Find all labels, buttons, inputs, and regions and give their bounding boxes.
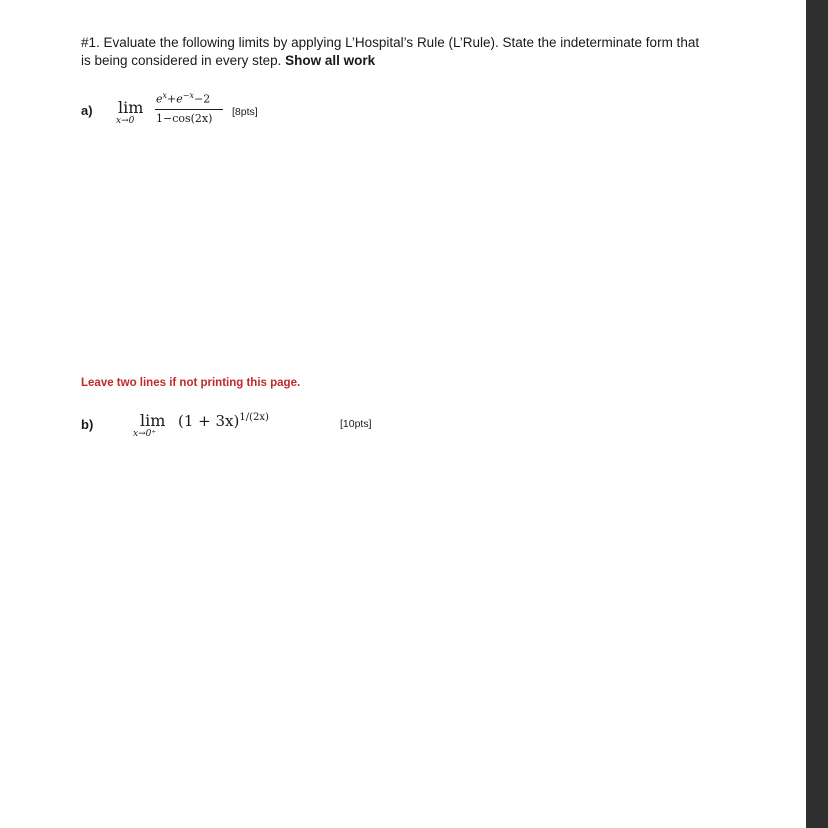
part-a-label: a) [81,103,93,118]
header-line-2 [81,52,771,70]
part-a-fraction-bar [155,109,223,110]
show-all-work-text: Show all work [285,53,376,68]
header-line-2-text: is being considered in every step. [81,53,286,68]
num-e1: e [156,92,163,106]
part-b-lim: lim [140,411,166,430]
num-mid: +e [167,92,183,106]
part-b-points: [10pts] [340,418,372,430]
part-b-expression [178,412,269,430]
right-edge-bar [806,0,828,828]
num-end: −2 [193,92,211,106]
part-b-base: (1 + 3x) [178,412,240,430]
part-a-points: [8pts] [232,106,258,118]
num-exp1: x [162,91,168,100]
part-b-lim-subscript: x→0⁺ [133,429,157,439]
question-header [81,34,771,70]
part-a-numerator [156,91,210,106]
part-a-denominator: 1−cos(2x) [156,112,213,125]
part-b-label: b) [81,417,94,432]
part-a-lim: lim [118,98,144,117]
num-exp2: −x [182,91,194,100]
part-a-lim-subscript: x→0 [116,116,135,126]
print-note: Leave two lines if not printing this page. [81,377,301,389]
part-b-exponent: 1/(2x) [239,412,269,423]
header-line-1: #1. Evaluate the following limits by applying L’Hospital’s Rule (L’Rule). State the indeterminate form that [81,35,700,50]
